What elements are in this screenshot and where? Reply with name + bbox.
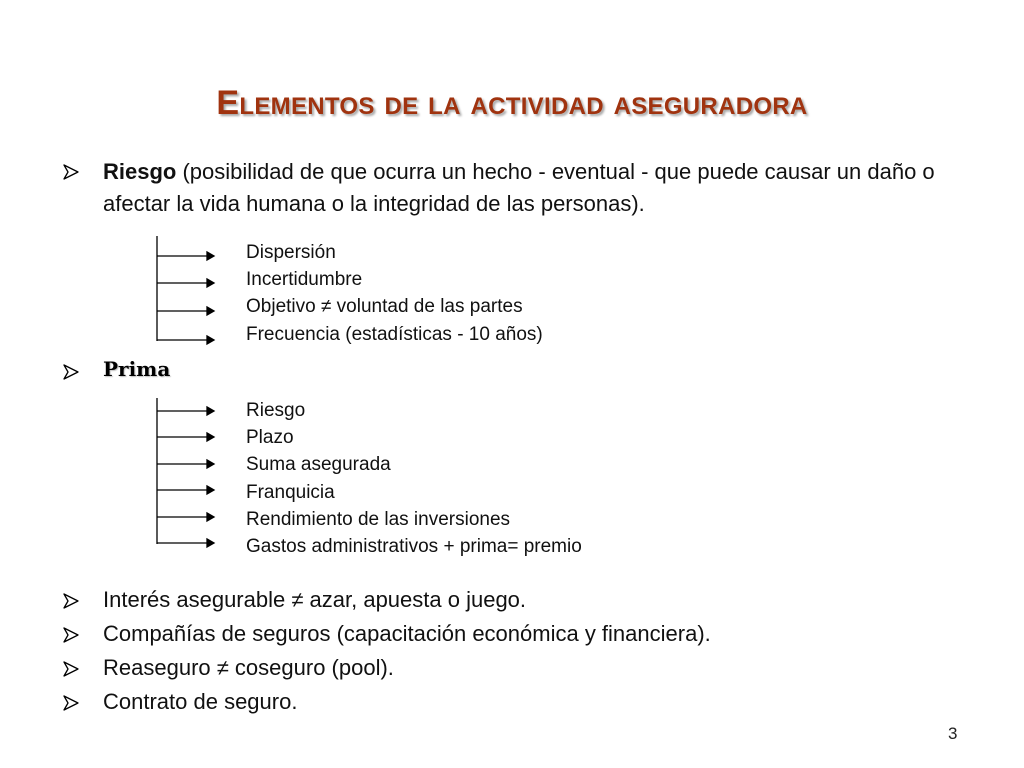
arrow-bullet-icon (62, 660, 80, 678)
prima-term: Prima (103, 357, 171, 381)
list-item: Incertidumbre (246, 269, 363, 291)
list-item: Frecuencia (estadísticas - 10 años) (246, 323, 543, 345)
bullet-interes: Interés asegurable ≠ azar, apuesta o juego. (103, 587, 527, 612)
list-item: Dispersión (246, 242, 336, 263)
page-number: 3 (948, 724, 958, 743)
arrow-bullet-icon (62, 626, 80, 644)
list-item: Riesgo (246, 400, 306, 421)
list-item: Franquicia (246, 481, 335, 503)
arrow-bullet-icon (62, 694, 80, 712)
riesgo-description: (posibilidad de que ocurra un hecho - eventual - que puede causar un daño o afectar la vida humana o la integridad de las personas). (103, 159, 935, 216)
list-item: Rendimiento de las inversiones (246, 508, 511, 530)
bullet-contrato: Contrato de seguro. (103, 689, 298, 714)
list-item: Gastos administrativos + prima= premio (246, 535, 582, 557)
riesgo-characteristics-list (246, 239, 543, 348)
arrow-bullet-icon (62, 592, 80, 610)
prima-components-list (246, 397, 582, 560)
list-item: Suma asegurada (246, 454, 391, 476)
list-item: Objetivo ≠ voluntad de las partes (246, 296, 523, 318)
bullet-companias: Compañías de seguros (capacitación económica y financiera). (103, 621, 711, 646)
arrow-bullet-icon (62, 363, 80, 381)
riesgo-term: Riesgo (103, 159, 177, 184)
slide-title: Elementos de la actividad aseguradora (216, 84, 808, 122)
bullet-reaseguro: Reaseguro ≠ coseguro (pool). (103, 655, 394, 680)
list-item: Plazo (246, 427, 294, 449)
